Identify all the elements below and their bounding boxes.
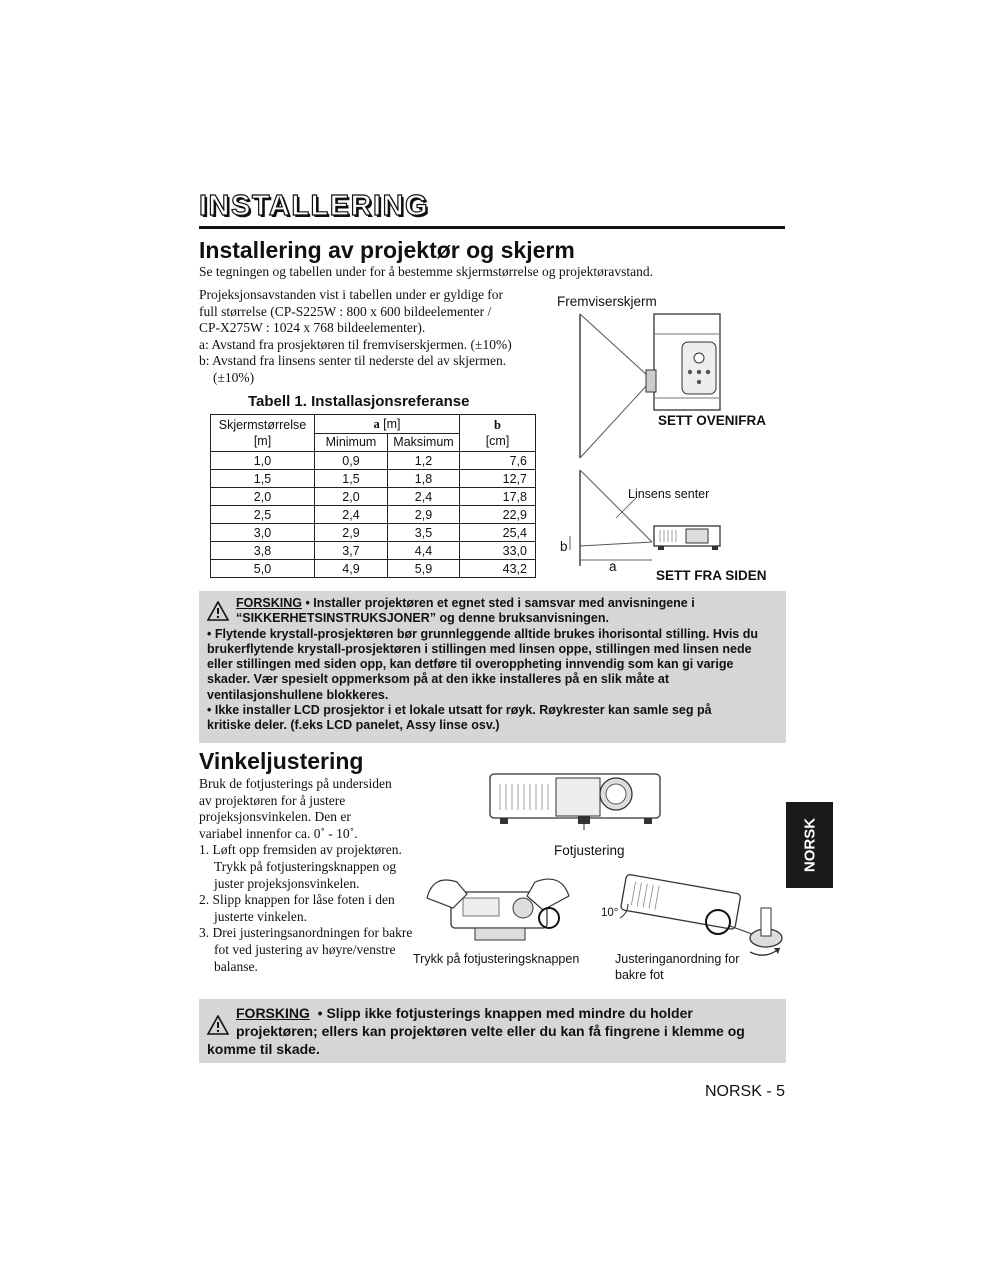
cell: 2,9 bbox=[388, 506, 460, 524]
side-view-label: SETT FRA SIDEN bbox=[656, 568, 767, 583]
cell: 1,8 bbox=[388, 470, 460, 488]
angle-instructions bbox=[199, 776, 414, 975]
cell: 5,9 bbox=[388, 560, 460, 578]
cell: 7,6 bbox=[460, 452, 536, 470]
caution-label: FORSKING bbox=[236, 1005, 310, 1021]
rear-adjuster-label bbox=[615, 951, 739, 983]
cell: 3,7 bbox=[315, 542, 388, 560]
distance-notes bbox=[199, 287, 539, 386]
projector-illustration bbox=[486, 770, 666, 830]
caution-line: • Ikke installer LCD prosjektor i et lokale utsatt for røyk. Røykrester kan samle seg på bbox=[207, 703, 712, 718]
language-side-tab bbox=[786, 802, 833, 888]
intro-line: variabel innenfor ca. 0˚ - 10˚. bbox=[199, 825, 358, 841]
top-view-label: SETT OVENIFRA bbox=[658, 413, 767, 428]
intro-line: av projektøren for å justere bbox=[199, 792, 346, 808]
intro-line: Bruk de fotjusterings på undersiden bbox=[199, 776, 392, 791]
caution-line: projektøren; ellers kan projektøren velte eller du kan få fingrene i klemme og bbox=[236, 1023, 745, 1039]
cell: 3,5 bbox=[388, 524, 460, 542]
table-row bbox=[211, 524, 536, 542]
cell: 1,0 bbox=[211, 452, 315, 470]
header-screen-size bbox=[211, 415, 315, 452]
title-rule bbox=[199, 226, 785, 229]
caution-line: skader. Vær spesielt oppmerksom på at den ikke installeres på en slik måte at bbox=[207, 672, 670, 687]
caution-line: “SIKKERHETSINSTRUKSJONER” og denne bruksanvisningen. bbox=[236, 611, 609, 626]
page-number: NORSK - 5 bbox=[704, 1083, 785, 1100]
page-title: INSTALLERING bbox=[199, 190, 430, 222]
header-text: [m] bbox=[253, 434, 272, 448]
caution-line: eller stillingen med siden opp, kan detføre til overoppheting innvendig som kan gi varige bbox=[207, 657, 734, 672]
header-a-letter: a bbox=[373, 416, 380, 431]
cell: 1,5 bbox=[315, 470, 388, 488]
header-b bbox=[460, 415, 536, 452]
note-line: a: Avstand fra prosjektøren til fremviserskjermen. (±10%) bbox=[199, 336, 512, 352]
cell: 1,5 bbox=[211, 470, 315, 488]
step-item: 1. Løft opp fremsiden av projektøren. Trykk på fotjusteringsknappen og juster projeksjonsvinkelen. bbox=[199, 842, 402, 891]
screen-label: Fremviserskjerm bbox=[557, 294, 657, 309]
header-a-unit: [m] bbox=[379, 416, 401, 431]
table-row bbox=[211, 488, 536, 506]
a-label: a bbox=[609, 559, 617, 574]
section-intro: Se tegningen og tabellen under for å bestemme skjermstørrelse og projektøravstand. bbox=[199, 264, 653, 279]
caution-text: • Slipp ikke fotjusterings knappen med mindre du holder bbox=[309, 1005, 693, 1021]
cell: 22,9 bbox=[460, 506, 536, 524]
caution-line: • Flytende krystall-prosjektøren bør grunnleggende alltide brukes ihorisontal stilling. Hvis du bbox=[207, 626, 759, 641]
cell: 2,5 bbox=[211, 506, 315, 524]
cell: 2,9 bbox=[315, 524, 388, 542]
table-row bbox=[211, 506, 536, 524]
tilted-projector-illustration bbox=[600, 868, 786, 960]
cell: 1,2 bbox=[388, 452, 460, 470]
cell: 43,2 bbox=[460, 560, 536, 578]
note-line: CP-X275W : 1024 x 768 bildeelementer). bbox=[199, 320, 426, 335]
cell: 2,0 bbox=[315, 488, 388, 506]
caution-label: FORSKING bbox=[236, 596, 302, 610]
section-title-angle: Vinkeljustering bbox=[199, 748, 364, 774]
note-line: b: Avstand fra linsens senter til nederste del av skjermen. bbox=[199, 353, 507, 368]
b-label: b bbox=[560, 539, 568, 554]
note-line: (±10%) bbox=[213, 369, 255, 385]
cell: 0,9 bbox=[315, 452, 388, 470]
cell: 4,4 bbox=[388, 542, 460, 560]
cell: 2,4 bbox=[388, 488, 460, 506]
angle-value-label: 10° bbox=[601, 907, 619, 919]
cell: 3,0 bbox=[211, 524, 315, 542]
rear-label-line: Justeringanordning for bbox=[615, 952, 740, 966]
top-view-diagram bbox=[578, 312, 738, 460]
rear-label-line: bakre fot bbox=[615, 968, 664, 982]
caution-box-foot bbox=[199, 999, 786, 1063]
table-row bbox=[211, 452, 536, 470]
caution-text: • Installer projektøren et egnet sted i samsvar med anvisningene i bbox=[301, 596, 695, 610]
cell: 3,8 bbox=[211, 542, 315, 560]
cell: 5,0 bbox=[211, 560, 315, 578]
warning-icon bbox=[207, 601, 229, 621]
table-caption: Tabell 1. Installasjonsreferanse bbox=[248, 393, 470, 410]
step-item: 2. Slipp knappen for låse foten i den justerte vinkelen. bbox=[199, 892, 395, 924]
caution-line bbox=[207, 1004, 778, 1022]
cell: 12,7 bbox=[460, 470, 536, 488]
caution-line bbox=[207, 596, 778, 611]
table-row bbox=[211, 560, 536, 578]
header-text: Skjermstørrelse bbox=[218, 418, 307, 432]
cell: 4,9 bbox=[315, 560, 388, 578]
cell: 25,4 bbox=[460, 524, 536, 542]
note-line: Projeksjonsavstanden vist i tabellen under er gyldige for bbox=[199, 287, 504, 302]
side-tab-label: NORSK bbox=[801, 817, 818, 873]
installation-reference-table bbox=[210, 414, 536, 578]
header-b-unit: [cm] bbox=[485, 434, 510, 448]
header-a bbox=[315, 415, 460, 434]
warning-icon bbox=[207, 1015, 229, 1035]
header-b-letter: b bbox=[494, 418, 501, 432]
foot-adjuster-label: Fotjustering bbox=[554, 843, 625, 858]
table-row bbox=[211, 470, 536, 488]
header-maximum: Maksimum bbox=[388, 433, 460, 452]
caution-line: komme til skade. bbox=[207, 1041, 320, 1057]
step-item: 3. Drei justeringsanordningen for bakre fot ved justering av høyre/venstre balanse. bbox=[199, 925, 413, 974]
side-view-diagram bbox=[556, 466, 736, 576]
section-title-installation: Installering av projektør og skjerm bbox=[199, 237, 575, 263]
caution-line: brukerflytende krystall-prosjektøren i stillingen med linsen oppe, stillingen med linsen nede bbox=[207, 641, 752, 656]
cell: 17,8 bbox=[460, 488, 536, 506]
table-row bbox=[211, 542, 536, 560]
header-minimum: Minimum bbox=[315, 433, 388, 452]
cell: 2,0 bbox=[211, 488, 315, 506]
cell: 2,4 bbox=[315, 506, 388, 524]
press-button-label: Trykk på fotjusteringsknappen bbox=[413, 952, 580, 966]
lens-center-label: Linsens senter bbox=[628, 487, 710, 501]
caution-line: ventilasjonshullene blokkeres. bbox=[207, 687, 389, 702]
intro-line: projeksjonsvinkelen. Den er bbox=[199, 809, 351, 825]
caution-box-installation bbox=[199, 591, 786, 743]
note-line: full størrelse (CP-S225W : 800 x 600 bildeelementer / bbox=[199, 303, 492, 319]
caution-line: kritiske deler. (f.eks LCD panelet, Assy linse osv.) bbox=[207, 718, 500, 733]
hands-pressing-illustration bbox=[423, 868, 573, 952]
cell: 33,0 bbox=[460, 542, 536, 560]
